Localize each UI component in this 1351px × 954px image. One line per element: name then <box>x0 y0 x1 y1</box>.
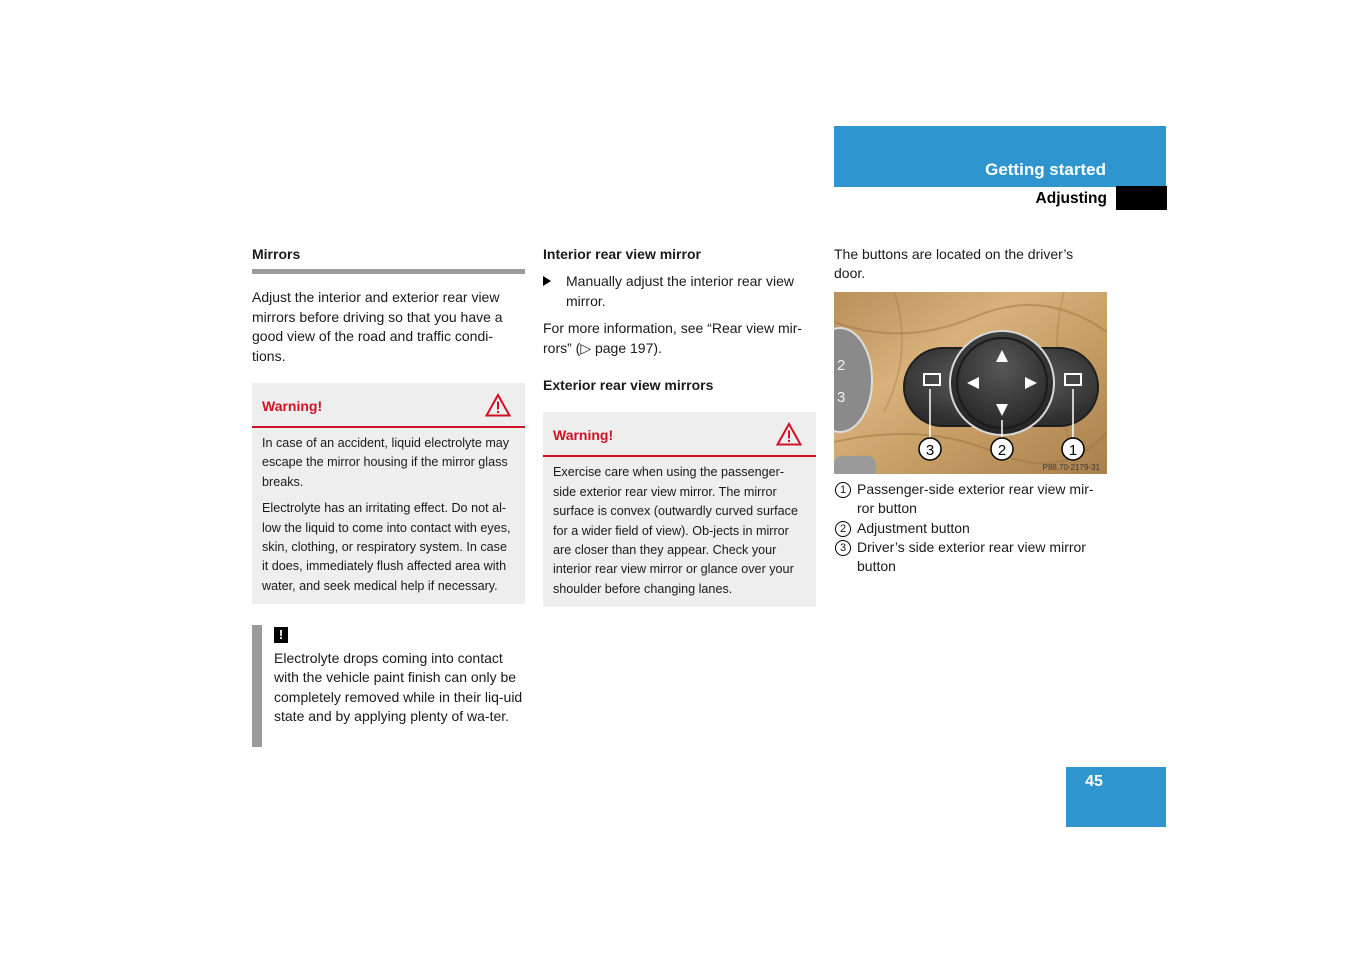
exclamation-icon: ! <box>274 627 288 643</box>
bullet-arrow-icon <box>543 276 551 286</box>
warning-header <box>252 383 525 428</box>
left-panel-digit: 3 <box>837 388 846 406</box>
interior-mirror-heading: Interior rear view mirror <box>543 246 701 262</box>
page-number: 45 <box>1085 773 1103 790</box>
legend-number: 3 <box>835 540 851 556</box>
photo-callout-3: 3 <box>925 441 935 459</box>
legend-text: Passenger-side exterior rear view mir-ror button <box>857 480 1094 517</box>
column-middle <box>543 245 816 607</box>
bullet-text: Manually adjust the interior rear view mirror. <box>566 273 794 309</box>
warning-body <box>252 428 525 604</box>
photo-callout-1: 1 <box>1068 441 1078 459</box>
list-item <box>834 480 1107 519</box>
warning-paragraph: Electrolyte has an irritating effect. Do not al-low the liquid to come into contact with eyes, skin, clothing, or respiratory system. In case it does, immediately flush affected area with water, and seek medical help if necessary. <box>262 501 511 593</box>
section-header-bar <box>834 126 1166 187</box>
legend-text: Driver’s side exterior rear view mirror button <box>857 539 1086 575</box>
warning-triangle-icon <box>776 422 802 446</box>
photo-code: P88.70-2179-31 <box>1042 462 1100 472</box>
warning-paragraph: In case of an accident, liquid electrolyte may escape the mirror housing if the mirror glass breaks. <box>262 436 510 489</box>
legend-list <box>834 480 1107 577</box>
legend-text: Adjustment button <box>857 519 970 536</box>
more-info-text: For more information, see “Rear view mir-rors” (▷ page 197). <box>543 320 803 356</box>
warning-triangle-icon <box>485 393 511 417</box>
warning-title: Warning! <box>553 427 614 444</box>
warning-box-electrolyte <box>252 383 525 604</box>
mirror-control-illustration <box>834 292 1107 474</box>
mirror-control-photo <box>834 292 1107 474</box>
warning-paragraph: Exercise care when using the passenger-side exterior rear view mirror. The mirror surface is convex (outwardly curved surface for a wider field of view). Ob-jects in mirror are closer than they appear. Check your interior rear view mirror or glance over your shoulder before changing lanes. <box>553 465 798 596</box>
section-title: Getting started <box>985 160 1106 179</box>
mirrors-intro: Adjust the interior and exterior rear view mirrors before driving so that you have a good view of the road and traffic condi-tions. <box>252 289 503 364</box>
warning-body <box>543 457 816 607</box>
page-number-box <box>1066 767 1166 827</box>
mirrors-heading: Mirrors <box>252 245 525 274</box>
photo-callout-2: 2 <box>997 441 1007 459</box>
list-item <box>834 519 1107 538</box>
subsection-title: Adjusting <box>1035 190 1107 207</box>
column-left <box>252 245 525 747</box>
column-right <box>834 245 1107 577</box>
legend-number: 1 <box>835 482 851 498</box>
exterior-mirrors-heading: Exterior rear view mirrors <box>543 377 714 394</box>
warning-box-convex <box>543 412 816 607</box>
subsection-marker <box>1116 186 1167 210</box>
legend-number: 2 <box>835 521 851 537</box>
note-side-bar <box>252 625 262 747</box>
note-text: Electrolyte drops coming into contact with the vehicle paint finish can only be completely removed while in their liq-uid state and by applying plenty of wa-ter. <box>274 649 523 724</box>
buttons-location-text: The buttons are located on the driver’s door. <box>834 246 1074 282</box>
note-box-paint <box>252 625 525 747</box>
list-item <box>543 272 816 311</box>
list-item <box>834 538 1107 577</box>
left-panel-digit: 2 <box>837 356 846 374</box>
warning-header <box>543 412 816 457</box>
warning-title: Warning! <box>262 398 323 415</box>
